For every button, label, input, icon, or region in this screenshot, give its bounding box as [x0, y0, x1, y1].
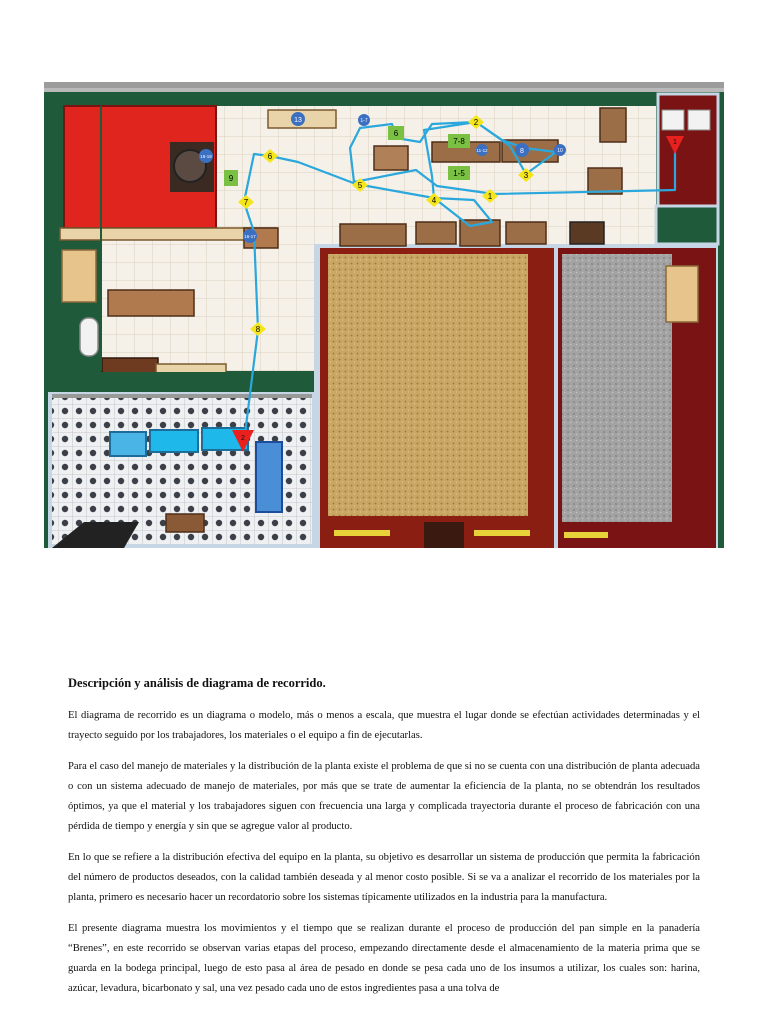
svg-text:1-7: 1-7: [360, 118, 368, 124]
paragraph-2: Para el caso del manejo de materiales y la distribución de la planta existe el problema de que si no se cuenta con una distribución de planta adecuada o con un sistema adecuado de manejo de materiales, por más que se trate de aumentar la eficiencia de la planta, no se obtendrán los resultados óptimos, ya que el material y los trabajadores siguen con frecuencia una larga y complicada trayectoria durante el proceso de fabricación con una pérdida de tiempo y energía y sin que se agregue valor al producto.: [68, 761, 700, 832]
wash-area: [48, 392, 314, 548]
svg-text:1: 1: [487, 192, 493, 201]
svg-text:5: 5: [357, 181, 363, 190]
svg-text:7-8: 7-8: [453, 137, 465, 146]
inspection-marker-11-12: [476, 144, 488, 156]
paragraph-4: El presente diagrama muestra los movimientos y el tiempo que se realizan durante el proceso de producción del pan simple en la panadería “Brenes”, en este recorrido se observan varias etapas del proceso, empezando directamente desde el almacenamiento de la materia prima que se guarda en la bodega principal, luego de esto pasa al área de pesado en donde se pesa cada uno de los insumos a utilizar, los cuales son: harina, azúcar, levadura, bicarbonato y sal, una vez pesado cada uno de estos ingredientes pasa a una tolva de: [68, 923, 700, 994]
paragraph-3: En lo que se refiere a la distribución efectiva del equipo en la planta, su objetivo es desarrollar un sistema de producción que permita la fabricación del número de productos deseados, con la calidad también deseada y al menor costo posible. Si se va a analizar el recorrido de los materiales por la planta, primero es necesario hacer un recordatorio sobre los sistemas típicamente utilizados en la industria para la manufactura.: [68, 852, 700, 903]
svg-text:2: 2: [473, 118, 479, 127]
floor-plan-route-diagram: [44, 82, 724, 548]
svg-text:1: 1: [673, 139, 677, 146]
article-body: [68, 676, 700, 1010]
svg-text:9: 9: [228, 174, 234, 183]
svg-text:11-12: 11-12: [476, 148, 488, 153]
svg-text:7: 7: [243, 198, 249, 207]
svg-text:6: 6: [267, 152, 273, 161]
svg-text:1-5: 1-5: [453, 169, 465, 178]
svg-text:18-19: 18-19: [200, 154, 212, 159]
inspection-marker-8: [515, 143, 529, 157]
sand-room: [314, 244, 554, 548]
svg-text:16-17: 16-17: [244, 234, 256, 239]
red-room: [64, 106, 216, 228]
transport-marker-9: [224, 170, 238, 186]
svg-text:8: 8: [255, 325, 261, 334]
svg-text:8: 8: [520, 148, 524, 155]
inspection-marker-13: [291, 112, 305, 126]
transport-marker-1-5: [448, 166, 470, 180]
svg-text:2: 2: [241, 435, 245, 442]
svg-text:6: 6: [393, 129, 399, 138]
article-heading: Descripción y análisis de diagrama de recorrido.: [68, 676, 326, 690]
inspection-marker-10: [554, 144, 566, 156]
svg-text:3: 3: [523, 171, 529, 180]
transport-marker-6b: [388, 126, 404, 140]
storage-room: [656, 94, 718, 244]
inspection-marker-16-17: [243, 229, 257, 243]
svg-text:10: 10: [557, 148, 563, 154]
transport-marker-7-8: [448, 134, 470, 148]
inspection-marker-18-19: [199, 149, 213, 163]
svg-text:4: 4: [431, 196, 437, 205]
paragraph-1: El diagrama de recorrido es un diagrama o modelo, más o menos a escala, que muestra el lugar donde se efectúan actividades determinadas y el trayecto seguido por los trabajadores, los materiales o el equipo a fin de ejecutarlas.: [68, 710, 700, 741]
inspection-marker-1-7: [358, 114, 370, 126]
gray-room: [554, 244, 718, 548]
svg-text:13: 13: [294, 117, 302, 124]
